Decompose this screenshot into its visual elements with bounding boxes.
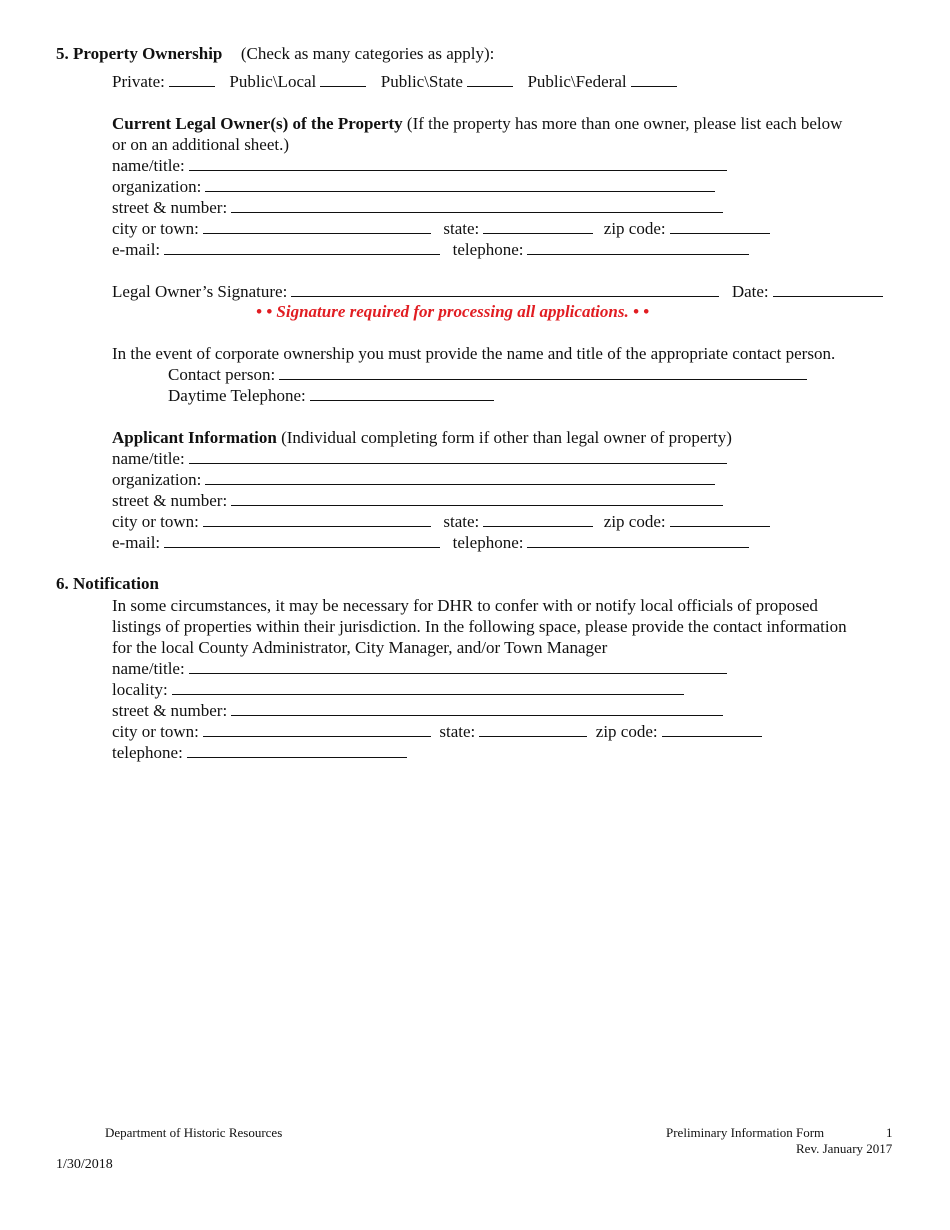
official-name-row — [112, 659, 727, 679]
owner-street-label: street & number: — [112, 198, 228, 217]
owner-state-label: state: — [443, 219, 480, 238]
footer-print-date: 1/30/2018 — [56, 1157, 113, 1172]
official-telephone-label: telephone: — [112, 743, 183, 762]
applicant-city-row — [112, 512, 770, 532]
public-local-field[interactable] — [320, 72, 366, 87]
applicant-telephone-field[interactable] — [527, 533, 749, 548]
notification-text-1: In some circumstances, it may be necessary for DHR to confer with or notify local officials of proposed — [112, 596, 818, 615]
contact-person-row — [168, 365, 807, 385]
applicant-heading-line — [112, 428, 732, 448]
owner-email-row — [112, 240, 749, 260]
locality-field[interactable] — [172, 680, 684, 695]
signature-required-note: • • Signature required for processing all applications. • • — [256, 302, 650, 321]
notification-text-3: for the local County Administrator, City Manager, and/or Town Manager — [112, 638, 608, 657]
locality-label: locality: — [112, 680, 168, 699]
applicant-name-row — [112, 449, 727, 469]
daytime-telephone-field[interactable] — [310, 386, 494, 401]
applicant-email-row — [112, 533, 749, 553]
applicant-state-label: state: — [443, 512, 480, 531]
owner-note-1: (If the property has more than one owner, please list each below — [406, 114, 843, 133]
applicant-name-field[interactable] — [189, 449, 727, 464]
contact-person-field[interactable] — [279, 365, 807, 380]
owner-telephone-label: telephone: — [452, 240, 524, 259]
owner-email-label: e-mail: — [112, 240, 161, 259]
owner-heading: Current Legal Owner(s) of the Property — [112, 114, 403, 133]
private-field[interactable] — [169, 72, 215, 87]
applicant-city-field[interactable] — [203, 512, 431, 527]
applicant-zip-label: zip code: — [603, 512, 666, 531]
owner-heading-line — [112, 114, 842, 134]
applicant-telephone-label: telephone: — [452, 533, 524, 552]
section-5-heading: 5. Property Ownership — [56, 44, 223, 63]
official-state-label: state: — [439, 722, 476, 741]
applicant-org-field[interactable] — [205, 470, 715, 485]
footer-revision: Rev. January 2017 — [796, 1141, 893, 1156]
signature-row — [112, 282, 883, 302]
applicant-city-label: city or town: — [112, 512, 199, 531]
owner-org-field[interactable] — [205, 177, 715, 192]
date-field[interactable] — [773, 282, 883, 297]
owner-zip-label: zip code: — [603, 219, 666, 238]
applicant-zip-field[interactable] — [670, 512, 770, 527]
date-label: Date: — [731, 282, 769, 301]
official-state-field[interactable] — [479, 722, 587, 737]
ownership-categories — [112, 72, 677, 92]
owner-city-label: city or town: — [112, 219, 199, 238]
official-zip-label: zip code: — [595, 722, 658, 741]
section-6-heading: 6. Notification — [56, 574, 159, 593]
applicant-email-field[interactable] — [164, 533, 440, 548]
signature-label: Legal Owner’s Signature: — [112, 282, 288, 301]
official-name-label: name/title: — [112, 659, 185, 678]
daytime-telephone-label: Daytime Telephone: — [168, 386, 306, 405]
official-city-label: city or town: — [112, 722, 199, 741]
applicant-name-label: name/title: — [112, 449, 185, 468]
footer-page-number: 1 — [886, 1125, 893, 1140]
public-state-label: Public\State — [380, 72, 463, 91]
official-city-row — [112, 722, 762, 742]
owner-street-field[interactable] — [231, 198, 723, 213]
corporate-text: In the event of corporate ownership you must provide the name and title of the appropriate contact person. — [112, 344, 836, 363]
owner-org-row — [112, 177, 715, 197]
applicant-email-label: e-mail: — [112, 533, 161, 552]
owner-note-line-2: or on an additional sheet.) — [112, 135, 290, 154]
official-city-field[interactable] — [203, 722, 431, 737]
official-name-field[interactable] — [189, 659, 727, 674]
owner-city-field[interactable] — [203, 219, 431, 234]
signature-field[interactable] — [291, 282, 719, 297]
owner-org-label: organization: — [112, 177, 202, 196]
contact-person-label: Contact person: — [168, 365, 276, 384]
owner-street-row — [112, 198, 723, 218]
owner-city-row — [112, 219, 770, 239]
public-local-label: Public\Local — [229, 72, 317, 91]
applicant-heading: Applicant Information — [112, 428, 277, 447]
owner-name-field[interactable] — [189, 156, 727, 171]
daytime-telephone-row — [168, 386, 494, 406]
footer-form-name: Preliminary Information Form — [666, 1125, 825, 1140]
owner-name-row — [112, 156, 727, 176]
public-state-field[interactable] — [467, 72, 513, 87]
applicant-street-field[interactable] — [231, 491, 723, 506]
locality-row — [112, 680, 684, 700]
official-street-row — [112, 701, 723, 721]
official-street-label: street & number: — [112, 701, 228, 720]
applicant-note: (Individual completing form if other than legal owner of property) — [281, 428, 732, 447]
applicant-org-label: organization: — [112, 470, 202, 489]
official-street-field[interactable] — [231, 701, 723, 716]
owner-email-field[interactable] — [164, 240, 440, 255]
official-telephone-field[interactable] — [187, 743, 407, 758]
private-label: Private: — [112, 72, 165, 91]
official-telephone-row — [112, 743, 407, 763]
owner-name-label: name/title: — [112, 156, 185, 175]
owner-zip-field[interactable] — [670, 219, 770, 234]
section-5-heading-line — [56, 44, 494, 64]
public-federal-field[interactable] — [631, 72, 677, 87]
applicant-state-field[interactable] — [483, 512, 593, 527]
public-federal-label: Public\Federal — [527, 72, 627, 91]
applicant-street-label: street & number: — [112, 491, 228, 510]
owner-telephone-field[interactable] — [527, 240, 749, 255]
owner-state-field[interactable] — [483, 219, 593, 234]
section-5-instruction: (Check as many categories as apply): — [240, 44, 495, 63]
applicant-street-row — [112, 491, 723, 511]
footer-department: Department of Historic Resources — [105, 1125, 283, 1140]
official-zip-field[interactable] — [662, 722, 762, 737]
notification-text-2: listings of properties within their jurisdiction. In the following space, please provide the contact information — [112, 617, 847, 636]
applicant-org-row — [112, 470, 715, 490]
